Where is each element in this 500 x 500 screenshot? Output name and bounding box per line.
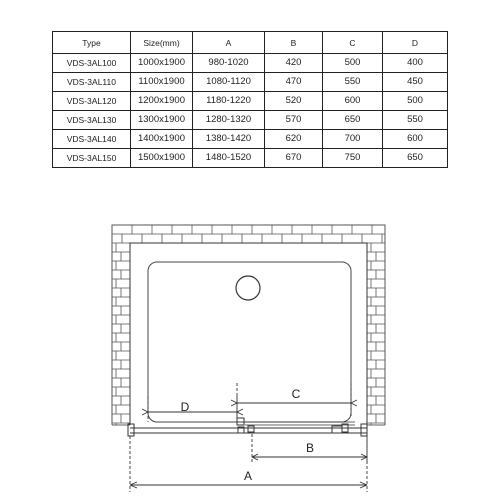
spec-table-cell: 600 — [323, 92, 383, 111]
drain-circle — [236, 276, 260, 300]
spec-table-cell: 1380-1420 — [193, 130, 265, 149]
spec-table-cell: VDS-3AL150 — [53, 149, 131, 168]
spec-table-cell: 1100x1900 — [131, 73, 193, 92]
spec-table-cell: 1480-1520 — [193, 149, 265, 168]
spec-table-cell: 1080-1120 — [193, 73, 265, 92]
spec-table-cell: 600 — [383, 130, 448, 149]
dimension-label-c: C — [291, 387, 301, 401]
dimension-label-a: A — [243, 469, 253, 483]
spec-table-cell: 1200x1900 — [131, 92, 193, 111]
spec-table-cell: VDS-3AL100 — [53, 54, 131, 73]
spec-table-cell: 420 — [265, 54, 323, 73]
spec-table-cell: 650 — [383, 149, 448, 168]
dimension-a — [130, 436, 367, 492]
spec-table-header-cell: Size(mm) — [131, 32, 193, 54]
spec-table-cell: 570 — [265, 111, 323, 130]
dimension-label-b: B — [305, 441, 315, 455]
spec-table-cell: 1300x1900 — [131, 111, 193, 130]
spec-table-header-cell: Type — [53, 32, 131, 54]
spec-table-cell: 550 — [383, 111, 448, 130]
spec-table-cell: 1500x1900 — [131, 149, 193, 168]
spec-table-cell: 1000x1900 — [131, 54, 193, 73]
spec-table-cell: 1400x1900 — [131, 130, 193, 149]
spec-table-cell: 980-1020 — [193, 54, 265, 73]
spec-table-cell: VDS-3AL120 — [53, 92, 131, 111]
spec-table-cell: 1180-1220 — [193, 92, 265, 111]
spec-table-cell: 500 — [383, 92, 448, 111]
spec-table-cell: 450 — [383, 73, 448, 92]
spec-table-cell: VDS-3AL140 — [53, 130, 131, 149]
spec-table-cell: 550 — [323, 73, 383, 92]
spec-table-header-cell: D — [383, 32, 448, 54]
spec-table-cell: 500 — [323, 54, 383, 73]
spec-table-cell: 620 — [265, 130, 323, 149]
spec-table-cell: 400 — [383, 54, 448, 73]
spec-table-cell: VDS-3AL110 — [53, 73, 131, 92]
spec-table-cell: 470 — [265, 73, 323, 92]
spec-table-header-cell: A — [193, 32, 265, 54]
spec-table-header-cell: C — [323, 32, 383, 54]
spec-table-cell: 750 — [323, 149, 383, 168]
spec-table-cell: 700 — [323, 130, 383, 149]
spec-table-cell: 670 — [265, 149, 323, 168]
spec-table-cell: 1280-1320 — [193, 111, 265, 130]
spec-table-header-cell: B — [265, 32, 323, 54]
spec-table-cell: 650 — [323, 111, 383, 130]
spec-table-cell: VDS-3AL130 — [53, 111, 131, 130]
dimension-label-d: D — [180, 400, 190, 414]
spec-table-cell: 520 — [265, 92, 323, 111]
